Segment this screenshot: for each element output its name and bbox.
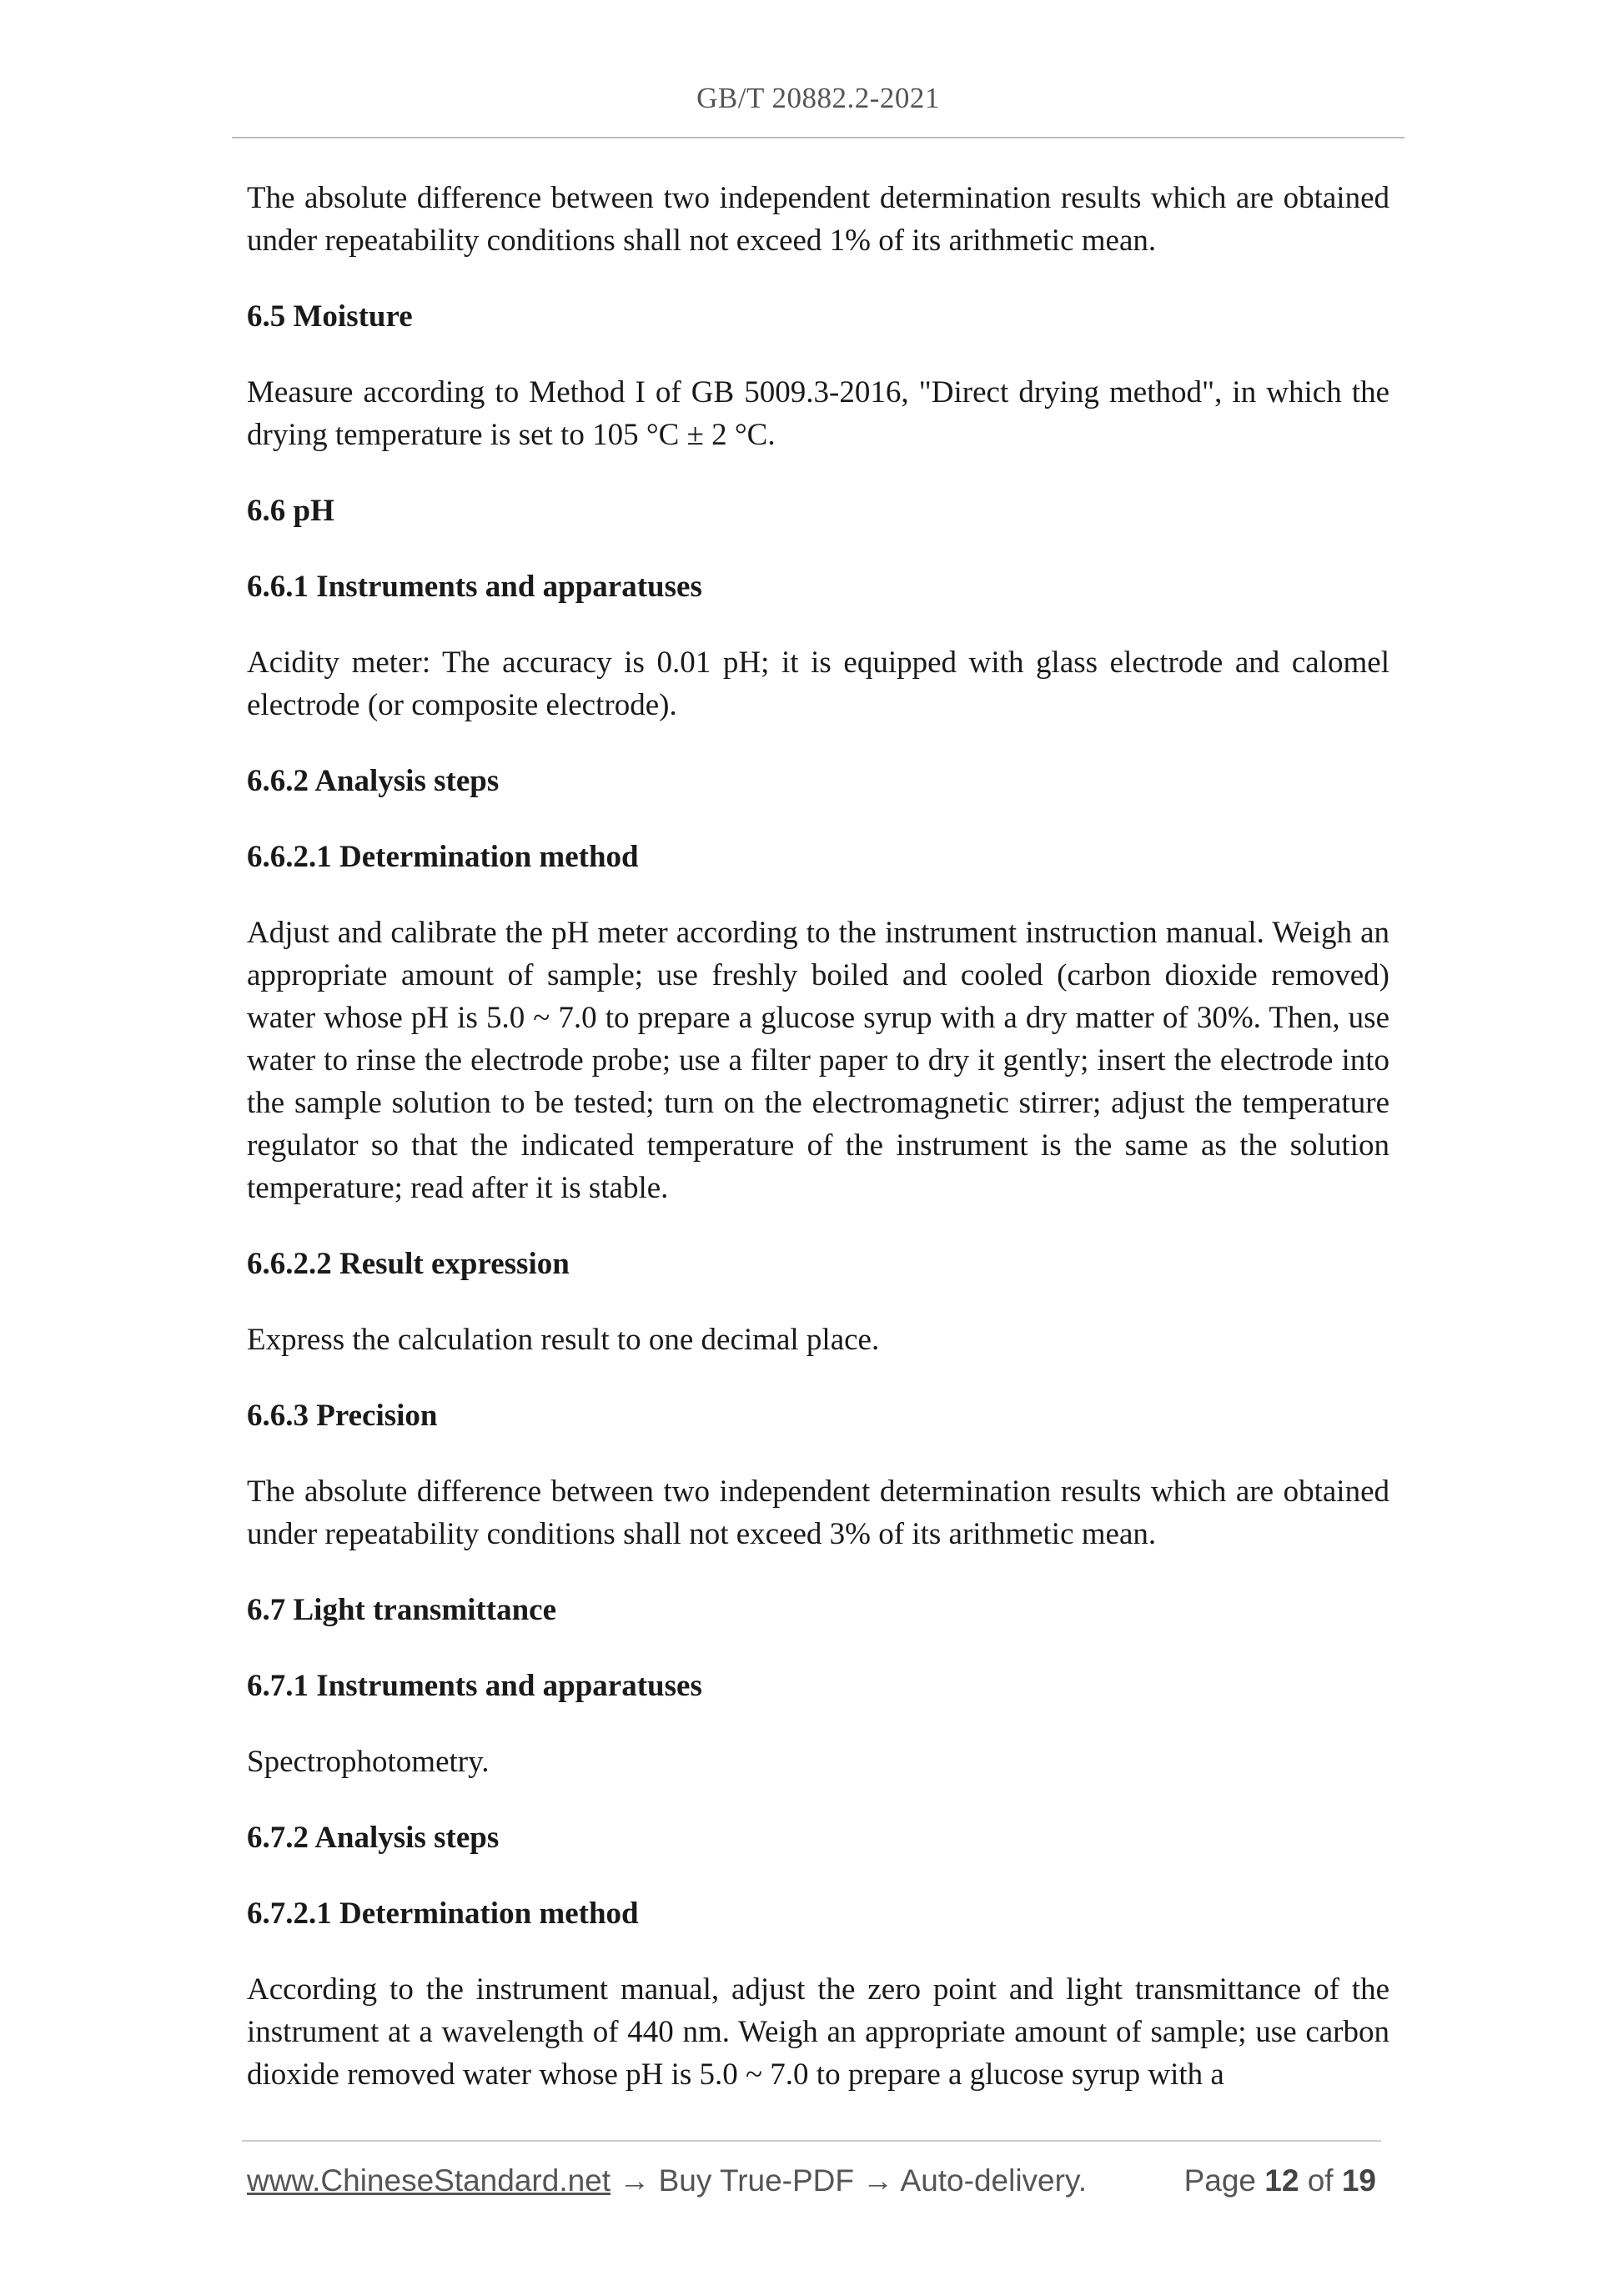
paragraph-repeatability-3: The absolute difference between two independent determination results which are obtained under repeatability conditions shall not exceed 3% of its arithmetic mean.: [247, 1475, 1389, 1551]
page-number: 12: [1264, 2163, 1299, 2198]
paragraph-ph-determination: Adjust and calibrate the pH meter according to the instrument instruction manual. Weigh an appropriate amount of sample; use freshly boiled and cooled (carbon dioxide removed) water whose pH is 5.0 ~ 7.0 to prepare a glucose syrup with a dry matter of 30%. Then, use water to rinse the electrode probe; use a filter paper to dry it gently; insert the electrode into the sample solution to be tested; turn on the electromagnetic stirrer; adjust the temperature regulator so that the indicated temperature of the instrument is the same as the solution temperature; read after it is stable.: [247, 916, 1389, 1205]
heading-6-7-1-instruments: 6.7.1 Instruments and apparatuses: [247, 1669, 702, 1703]
page-header: [232, 82, 1404, 115]
paragraph-repeatability-1: The absolute difference between two independent determination results which are obtained under repeatability conditions shall not exceed 1% of its arithmetic mean.: [247, 181, 1389, 258]
total-pages: 19: [1341, 2163, 1376, 2198]
website-link[interactable]: www.ChineseStandard.net: [247, 2163, 611, 2198]
paragraph-moisture-method: Measure according to Method I of GB 5009.3-2016, "Direct drying method", in which the drying temperature is set to 105 °C ± 2 °C.: [247, 375, 1389, 452]
heading-6-7-2-analysis-steps: 6.7.2 Analysis steps: [247, 1821, 500, 1855]
heading-6-5-moisture: 6.5 Moisture: [247, 299, 413, 334]
heading-6-6-ph: 6.6 pH: [247, 494, 334, 528]
page-indicator: [1184, 2163, 1376, 2198]
heading-6-7-light-transmittance: 6.7 Light transmittance: [247, 1593, 556, 1627]
document-body: [247, 177, 1389, 2129]
heading-6-6-1-instruments: 6.6.1 Instruments and apparatuses: [247, 570, 702, 604]
of-label: of: [1307, 2163, 1334, 2198]
document-id: GB/T 20882.2-2021: [696, 82, 940, 114]
heading-6-7-2-1-determination-method: 6.7.2.1 Determination method: [247, 1897, 639, 1931]
heading-6-6-2-1-determination-method: 6.6.2.1 Determination method: [247, 840, 639, 874]
paragraph-result-expression: Express the calculation result to one decimal place.: [247, 1323, 880, 1357]
heading-6-6-2-2-result-expression: 6.6.2.2 Result expression: [247, 1247, 570, 1281]
paragraph-spectrophotometry: Spectrophotometry.: [247, 1745, 490, 1779]
header-divider: [232, 137, 1404, 138]
heading-6-6-2-analysis-steps: 6.6.2 Analysis steps: [247, 764, 500, 798]
page-label: Page: [1183, 2163, 1256, 2198]
footer-divider: [242, 2140, 1381, 2142]
promo-text: → Buy True-PDF → Auto-delivery.: [611, 2163, 1087, 2198]
heading-6-6-3-precision: 6.6.3 Precision: [247, 1399, 438, 1433]
paragraph-transmittance-method: According to the instrument manual, adjust the zero point and light transmittance of the instrument at a wavelength of 440 nm. Weigh an appropriate amount of sample; use carbon dioxide removed water whose pH is 5.0 ~ 7.0 to prepare a glucose syrup with a: [247, 1972, 1389, 2092]
page-footer: [247, 2163, 1376, 2198]
paragraph-acidity-meter: Acidity meter: The accuracy is 0.01 pH; it is equipped with glass electrode and calomel electrode (or composite electrode).: [247, 646, 1389, 722]
